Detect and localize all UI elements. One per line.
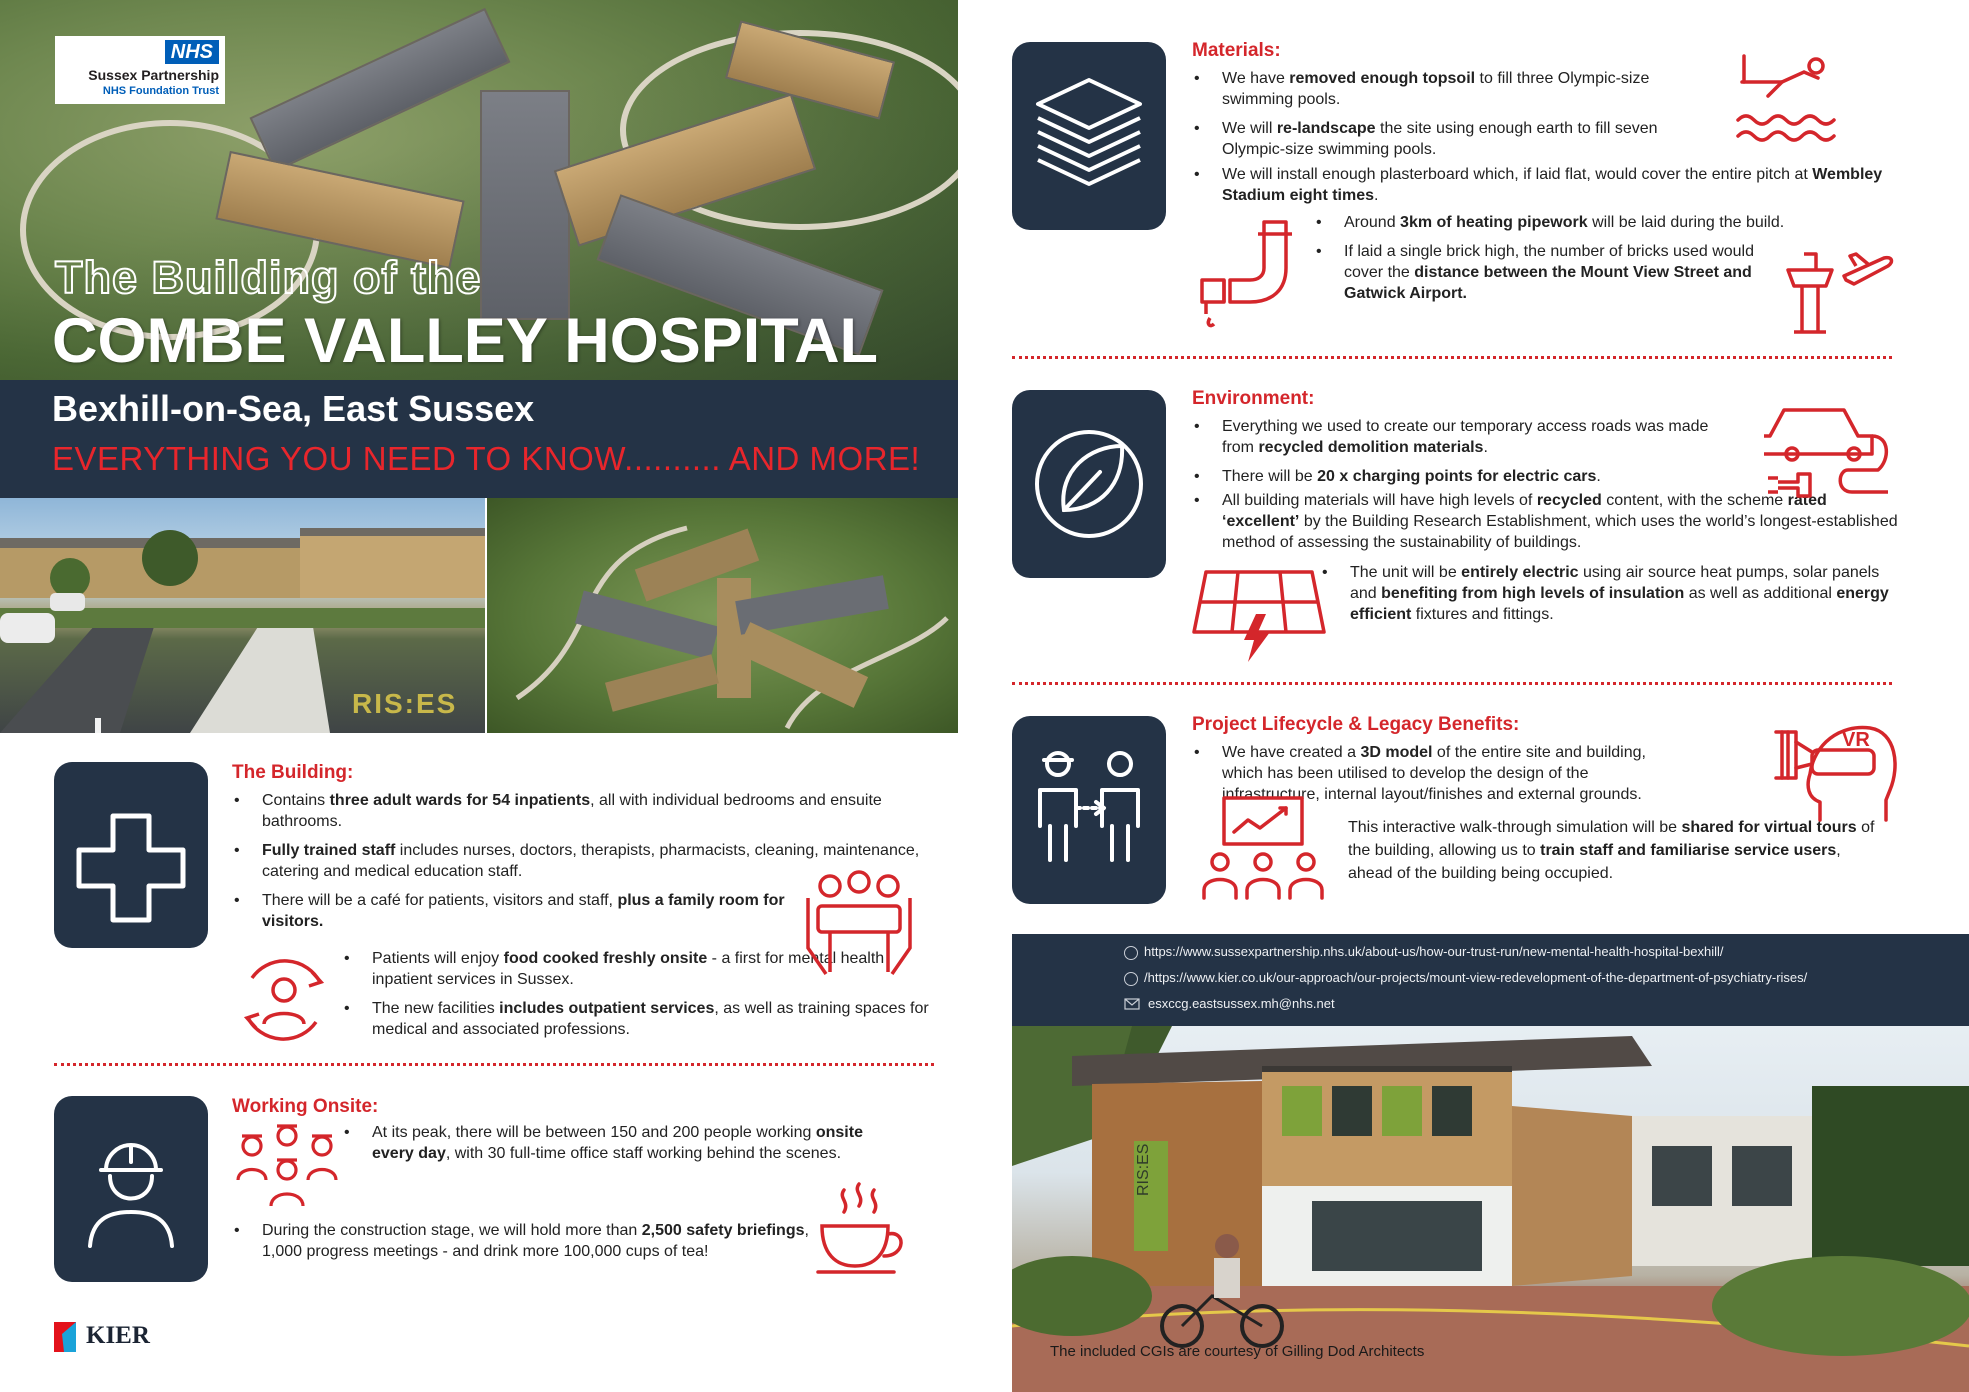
title-band: [0, 380, 958, 498]
materials-icon-box: [1012, 42, 1166, 230]
service-user-cycle-icon: [232, 948, 336, 1052]
people-handover-icon: [1012, 716, 1166, 904]
list-item: • We have created a 3D model of the entire site and building, which has been utilised to develop the design of the infrastructure, internal layout/finishes and external grounds.: [1192, 742, 1662, 805]
globe-icon: [1124, 972, 1138, 986]
medical-cross-icon: [54, 762, 208, 948]
pipe-tap-icon: [1192, 214, 1292, 332]
working-icon-box: [54, 1096, 208, 1282]
meeting-table-icon: [800, 868, 918, 978]
nhs-badge: NHS: [165, 40, 219, 64]
hero-building-wing: [250, 8, 511, 172]
working-heading: Working Onsite:: [232, 1096, 379, 1117]
list-item: • There will be a café for patients, visitors and staff, plus a family room for visitors.: [232, 890, 792, 932]
list-item: • Fully trained staff includes nurses, doctors, therapists, pharmacists, cleaning, maintenance, catering and medical education staff.: [232, 840, 932, 882]
nhs-org-name: Sussex Partnership: [88, 67, 219, 83]
list-item: • We will re-landscape the site using enough earth to fill seven Olympic-size swimming pools.: [1192, 118, 1712, 160]
aerial-render-art: [487, 498, 958, 733]
layers-icon: [1012, 42, 1166, 230]
hero-building-wing: [480, 90, 570, 320]
links-bar: [1012, 934, 1969, 1026]
left-page: [0, 0, 958, 1392]
lifecycle-paragraph: This interactive walk-through simulation will be shared for virtual tours of the building, allowing us to train staff and familiarise service users, ahead of the building being occupied.: [1348, 819, 1875, 882]
hero-subtitle: The Building of the: [55, 252, 482, 303]
leaf-circle-icon: [1012, 390, 1166, 578]
section-divider: [54, 1063, 934, 1066]
image-credit: The included CGIs are courtesy of Gilling Dod Architects: [1050, 1343, 1425, 1360]
list-item: • During the construction stage, we will hold more than 2,500 safety briefings, 1,000 progress meetings - and drink more 100,000 cups of tea!: [232, 1220, 812, 1262]
lifecycle-icon-box: [1012, 716, 1166, 904]
construction-worker-icon: [54, 1096, 208, 1282]
globe-icon: [1124, 946, 1138, 960]
environment-list: [1192, 416, 1742, 495]
building-entrance-render: [1012, 1026, 1969, 1392]
list-item: • Around 3km of heating pipework will be laid during the build.: [1314, 212, 1874, 233]
rises-logo: RIS:ES: [352, 688, 458, 719]
list-item: • We will install enough plasterboard which, if laid flat, would cover the entire pitch at Wembley Stadium eight times.: [1192, 164, 1902, 206]
rises-sign: RIS:ES: [1135, 1143, 1152, 1196]
materials-heading: Materials:: [1192, 40, 1281, 61]
kier-wordmark: KIER: [86, 1322, 150, 1349]
environment-sublist: [1320, 562, 1890, 633]
location-text: Bexhill-on-Sea, East Sussex: [52, 388, 535, 429]
render-images: [0, 498, 958, 733]
section-divider: [1012, 682, 1892, 685]
workers-group-icon: [232, 1118, 342, 1210]
vr-headset-icon: [1772, 716, 1902, 826]
environment-icon-box: [1012, 390, 1166, 578]
aerial-render: [487, 498, 958, 733]
list-item: • Patients will enjoy food cooked freshly onsite - a first for mental health inpatient services in Sussex.: [342, 948, 942, 990]
list-item: • All building materials will have high levels of recycled content, with the scheme rated ‘excellent’ by the Building Research Establishment, which uses the world’s longest-established method of assessing the sustainability of buildings.: [1192, 490, 1902, 553]
electric-car-icon: [1764, 396, 1894, 506]
working-sublist: [342, 1122, 902, 1172]
list-item: • At its peak, there will be between 150 and 200 people working onsite every day, with 30 full-time office staff working behind the scenes.: [342, 1122, 902, 1164]
materials-list-2: [1192, 164, 1902, 214]
list-item: • The new facilities includes outpatient services, as well as training spaces for medical and associated professions.: [342, 998, 942, 1040]
building-heading: The Building:: [232, 762, 354, 783]
swimming-diver-icon: [1734, 48, 1844, 148]
building-icon-box: [54, 762, 208, 948]
entrance-render-art: [1012, 1026, 1969, 1392]
list-item: • Contains three adult wards for 54 inpatients, all with individual bedrooms and ensuite bathrooms.: [232, 790, 932, 832]
link-nhs[interactable]: https://www.sussexpartnership.nhs.uk/about-us/how-our-trust-run/new-mental-health-hospital-bexhill/: [1144, 944, 1724, 959]
right-page: [1004, 0, 1969, 1392]
working-list: [232, 1220, 812, 1270]
list-item: • We have removed enough topsoil to fill three Olympic-size swimming pools.: [1192, 68, 1712, 110]
hero-aerial-image: [0, 0, 958, 380]
list-item: • There will be 20 x charging points for electric cars.: [1192, 466, 1742, 487]
nhs-logo: [55, 36, 225, 104]
environment-heading: Environment:: [1192, 388, 1315, 409]
hero-title: COMBE VALLEY HOSPITAL: [52, 306, 879, 376]
email-icon: [1124, 998, 1140, 1010]
section-divider: [1012, 356, 1892, 359]
lifecycle-heading: Project Lifecycle & Legacy Benefits:: [1192, 714, 1520, 735]
link-kier[interactable]: /https://www.kier.co.uk/our-approach/our-projects/mount-view-redevelopment-of-the-department-of-psychiatry-rises/: [1144, 970, 1808, 985]
link-email[interactable]: esxccg.eastsussex.mh@nhs.net: [1148, 996, 1335, 1011]
presentation-audience-icon: [1200, 792, 1326, 902]
airport-plane-icon: [1780, 246, 1900, 336]
vr-label: VR: [1842, 729, 1870, 751]
list-item: • If laid a single brick high, the number of bricks used would cover the distance between the Mount View Street and Gatwick Airport.: [1314, 241, 1754, 304]
materials-list: [1192, 68, 1712, 168]
list-item: • The unit will be entirely electric using air source heat pumps, solar panels and benefiting from high levels of insulation as well as additional energy efficient fixtures and fittings.: [1320, 562, 1890, 625]
tagline: EVERYTHING YOU NEED TO KNOW.......... AND MORE!: [52, 440, 921, 477]
kier-mark-icon: [54, 1318, 84, 1352]
list-item: • Everything we used to create our temporary access roads was made from recycled demolition materials.: [1192, 416, 1742, 458]
tea-cup-icon: [814, 1180, 914, 1280]
solar-panel-icon: [1192, 566, 1326, 662]
nhs-trust-name: NHS Foundation Trust: [102, 85, 219, 97]
kier-logo: [54, 1318, 154, 1354]
